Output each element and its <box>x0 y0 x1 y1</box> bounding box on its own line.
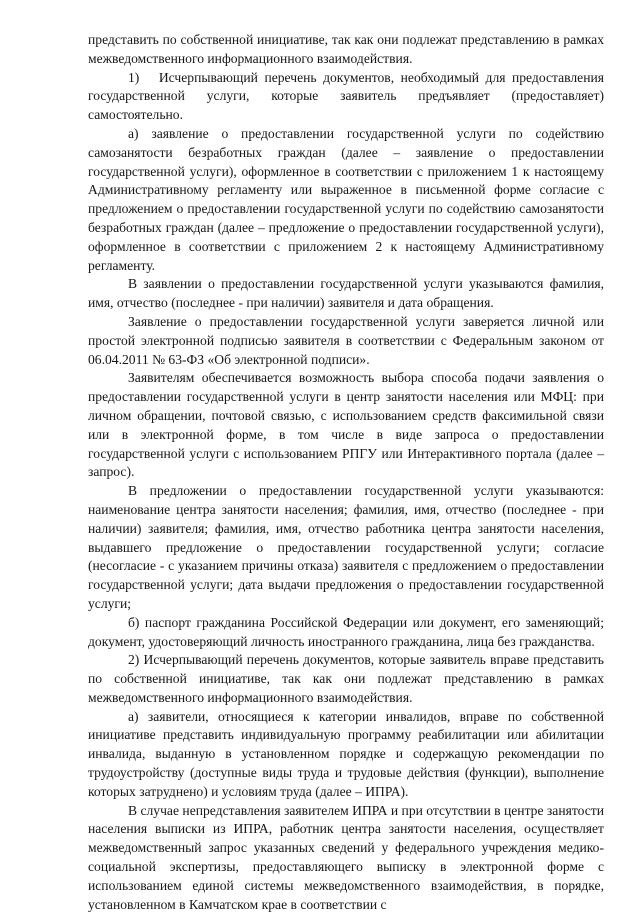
paragraph-submission-methods: Заявителям обеспечивается возможность выбора способа подачи заявления о предоставлении государственной услуги в центр занятости населения или МФЦ: при личном обращении, почтовой связью, с использованием средств факсимильной связи или в электронной форме, в том числе в виде запроса о предоставлении государственной услуги с использованием РПГУ или Интерактивного портала (далее – запрос). <box>88 370 604 480</box>
paragraph-application-signature: Заявление о предоставлении государственной услуги заверяется личной или простой электронной подписью заявителя в соответствии с Федеральным законом от 06.04.2011 № 63-ФЗ «Об электронной подписи». <box>88 313 604 367</box>
paragraph-application-contents: В заявлении о предоставлении государственной услуги указываются фамилия, имя, отчество (последнее - при наличии) заявителя и дата обращения. <box>88 276 604 311</box>
paragraph-ipra-request: В случае непредставления заявителем ИПРА и при отсутствии в центре занятости населения выписки из ИПРА, работник центра занятости населения, осуществляет межведомственный запрос указанных сведений у федерального учреждения медико-социальной экспертизы, предоставляющего выписку в электронной форме с использованием единой системы межведомственного взаимодействия, в порядке, установленном в Камчатском крае в соответствии с <box>88 802 604 912</box>
paragraph-item-1: 1) Исчерпывающий перечень документов, необходимый для предоставления государственной услуги, которые заявитель предъявляет (предоставляет) самостоятельно. <box>88 69 604 123</box>
paragraph-item-1a: а) заявление о предоставлении государственной услуги по содействию самозанятости безработных граждан (далее – заявление о предоставлении государственной услуги), оформленное в соответствии с приложением 1 к настоящему Административному регламенту или выраженное в письменной форме согласие с предложением о предоставлении государственной услуги по содействию самозанятости безработных граждан (далее – предложение о предоставлении государственной услуги), оформленное в соответствии с приложением 2 к настоящему Административному регламенту. <box>88 125 604 273</box>
document-body <box>88 31 604 914</box>
paragraph-item-2a: а) заявители, относящиеся к категории инвалидов, вправе по собственной инициативе представить индивидуальную программу реабилитации или абилитации инвалида, выданную в установленном порядке и содержащую рекомендации по трудоустройству (доступные виды труда и трудовые действия (функции), выполнение которых затруднено) и условиям труда (далее – ИПРА). <box>88 708 604 799</box>
paragraph-continuation: представить по собственной инициативе, так как они подлежат представлению в рамках межведомственного информационного взаимодействия. <box>88 32 604 66</box>
paragraph-item-1b: б) паспорт гражданина Российской Федерации или документ, его заменяющий; документ, удостоверяющий личность иностранного гражданина, лица без гражданства. <box>88 614 604 649</box>
paragraph-item-2: 2) Исчерпывающий перечень документов, которые заявитель вправе представить по собственной инициативе, так как они подлежат представлению в рамках межведомственного информационного взаимодействия. <box>88 652 604 705</box>
paragraph-offer-contents: В предложении о предоставлении государственной услуги указываются: наименование центра занятости населения; фамилия, имя, отчество (последнее - при наличии) заявителя; фамилия, имя, отчество работника центра занятости населения, выдавшего предложение о предоставлении государственной услуги; согласие (несогласие - с указанием причины отказа) заявителя с предложением о предоставлении государственной услуги; дата выдачи предложения о предоставлении государственной услуги; <box>88 483 604 611</box>
